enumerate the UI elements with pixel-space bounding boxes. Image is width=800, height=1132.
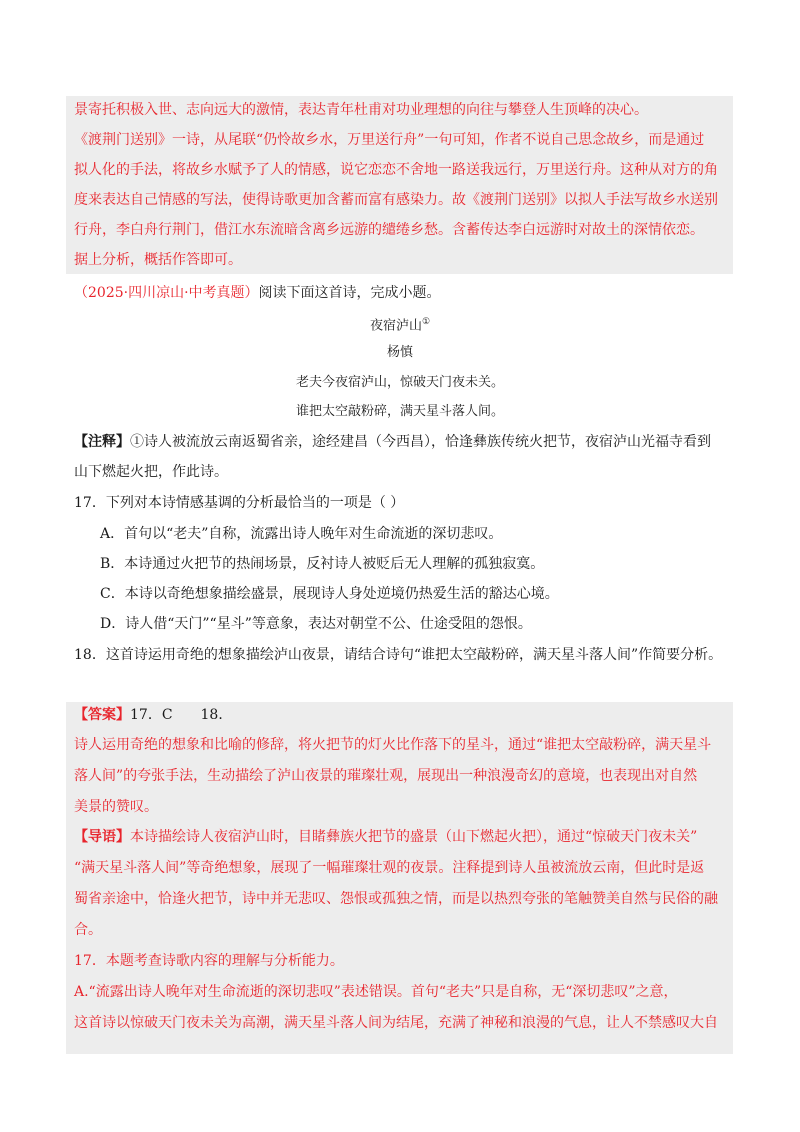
question-header	[74, 283, 441, 303]
question-17: 17．下列对本诗情感基调的分析最恰当的一项是（ ）	[74, 495, 405, 511]
guide-label: 【导语】	[74, 829, 130, 845]
answer-text: 17．C 18．	[130, 707, 233, 723]
poem-author: 杨慎	[386, 345, 413, 360]
analysis-line: 17．本题考查诗歌内容的理解与分析能力。	[74, 953, 344, 969]
analysis-line: 景寄托积极入世、志向远大的激情，表达青年杜甫对功业理想的向往与攀登人生顶峰的决心。	[74, 102, 648, 118]
poem-title: 夜宿泸山①	[369, 317, 431, 334]
option-b: B．本诗通过火把节的热闹场景，反衬诗人被贬后无人理解的孤独寂寞。	[100, 556, 545, 572]
option-a: A．首句以“老夫”自称，流露出诗人晚年对生命流逝的深切悲叹。	[100, 526, 503, 542]
analysis-line: 《渡荆门送别》一诗，从尾联“仍怜故乡水，万里送行舟”一句可知，作者不说自己思念故乡，而是通过	[74, 132, 705, 148]
poem-line: 谁把太空敲粉碎，满天星斗落人间。	[295, 404, 504, 419]
footnote-marker: ①	[421, 317, 431, 327]
option-c: C．本诗以奇绝想象描绘盛景，展现诗人身处逆境仍热爱生活的豁达心境。	[100, 586, 559, 602]
note-label: 【注释】	[74, 434, 130, 450]
answer-line	[74, 705, 232, 725]
question-18: 18．这首诗运用奇绝的想象描绘泸山夜景，请结合诗句“谁把太空敲粉碎，满天星斗落人间”作简要分析。	[74, 647, 723, 663]
guide-line: “满天星斗落人间”等奇绝想象，展现了一幅璀璨壮观的夜景。注释提到诗人虽被流放云南，但此时是返	[74, 860, 705, 876]
analysis-block-top	[66, 96, 733, 274]
analysis-line: 据上分析，概括作答即可。	[74, 252, 242, 268]
answer-label: 【答案】	[74, 707, 130, 723]
poem-line: 老夫今夜宿泸山，惊破天门夜未关。	[295, 375, 504, 390]
analysis-line: 这首诗以惊破天门夜未关为高潮，满天星斗落人间为结尾，充满了神秘和浪漫的气息，让人不禁感叹大自	[74, 1015, 718, 1031]
answer-18-line: 美景的赞叹。	[74, 799, 158, 815]
question-source: （2025·四川凉山·中考真题）	[74, 285, 259, 301]
answer-18-line: 落人间”的夸张手法，生动描绘了泸山夜景的璀璨壮观，展现出一种浪漫奇幻的意境，也表现出对自然	[74, 768, 698, 784]
guide-line: 蜀省亲途中，恰逢火把节，诗中并无悲叹、怨恨或孤独之情，而是以热烈夸张的笔触赞美自然与民俗的融	[74, 891, 718, 907]
analysis-line: 行舟，李白舟行荆门，借江水东流暗含离乡远游的缱绻乡愁。含蓄传达李白远游时对故土的深情依恋。	[74, 222, 704, 238]
option-d: D．诗人借“天门”“星斗”等意象，表达对朝堂不公、仕途受阻的怨恨。	[100, 616, 532, 632]
analysis-line: 拟人化的手法，将故乡水赋予了人的情感，说它恋恋不舍地一路送我远行，万里送行舟。这种从对方的角	[74, 162, 718, 178]
guide-line: 【导语】本诗描绘诗人夜宿泸山时，目睹彝族火把节的盛景（山下燃起火把），通过“惊破天门夜未关”	[74, 829, 698, 845]
analysis-line: 度来表达自己情感的写法，使得诗歌更加含蓄而富有感染力。故《渡荆门送别》以拟人手法写故乡水送别	[74, 192, 718, 208]
question-intro: 阅读下面这首诗，完成小题。	[258, 285, 441, 301]
analysis-line: A.“流露出诗人晚年对生命流逝的深切悲叹”表述错误。首句“老夫”只是自称，无“深切悲叹”之意，	[74, 984, 678, 1000]
note-line: 【注释】①诗人被流放云南返蜀省亲，途经建昌（今西昌），恰逢彝族传统火把节，夜宿泸山光福寺看到	[74, 434, 711, 450]
guide-line: 合。	[74, 922, 102, 938]
answer-18-line: 诗人运用奇绝的想象和比喻的修辞，将火把节的灯火比作落下的星斗，通过“谁把太空敲粉碎，满天星斗	[74, 737, 712, 753]
note-line: 山下燃起火把，作此诗。	[74, 464, 228, 480]
